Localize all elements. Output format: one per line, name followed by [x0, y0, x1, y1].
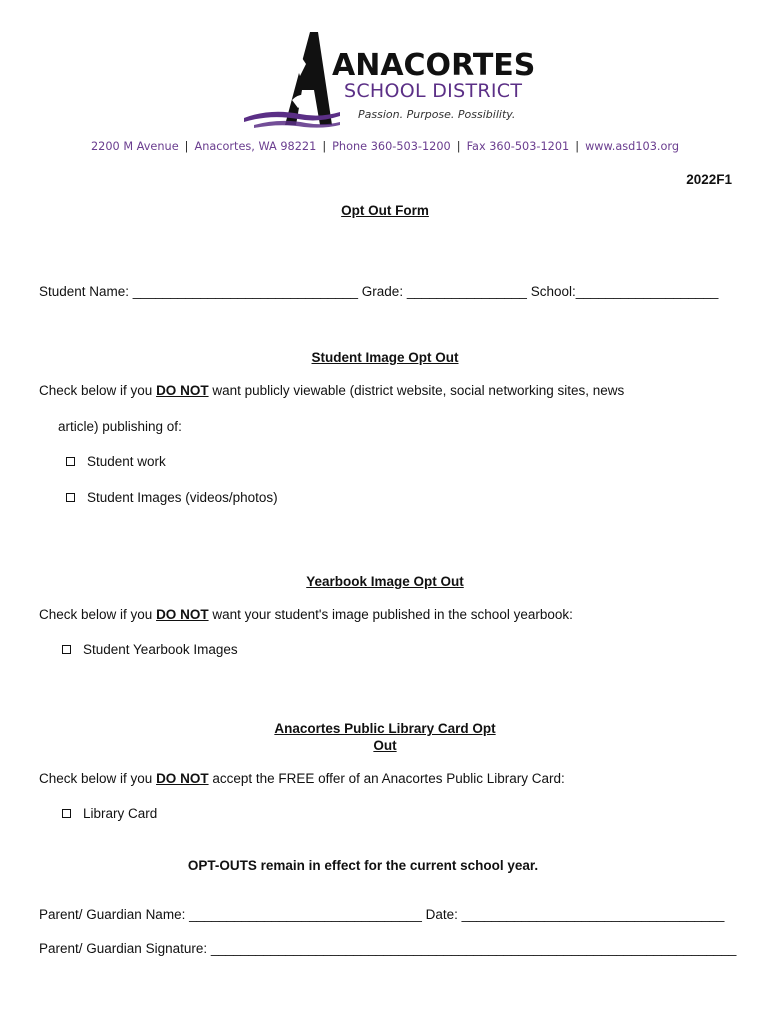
checkbox-icon[interactable] — [62, 809, 71, 818]
library-section-instruction — [39, 771, 565, 786]
address-city: Anacortes, WA 98221 — [194, 140, 317, 153]
instruction-emph: DO NOT — [156, 607, 209, 622]
logo-subtitle: SCHOOL DISTRICT — [344, 80, 523, 102]
option-label: Student work — [87, 454, 166, 469]
checkbox-icon[interactable] — [66, 457, 75, 466]
yearbook-section-title: Yearbook Image Opt Out — [306, 574, 464, 589]
instruction-pre: Check below if you — [39, 383, 157, 398]
instruction-emph: DO NOT — [156, 771, 209, 786]
option-label: Student Yearbook Images — [83, 642, 238, 657]
instruction-pre: Check below if you — [39, 607, 157, 622]
address-separator: | — [456, 140, 461, 153]
checkbox-icon[interactable] — [66, 493, 75, 502]
form-code: 2022F1 — [686, 172, 732, 187]
district-logo — [240, 30, 540, 130]
instruction-post: want publicly viewable (district website, social networking sites, news — [208, 383, 625, 398]
library-section-title-line1: Anacortes Public Library Card Opt — [274, 721, 496, 736]
address-separator: | — [575, 140, 580, 153]
option-student-work[interactable] — [66, 454, 166, 469]
image-section-instruction — [39, 383, 624, 398]
option-library-card[interactable] — [62, 806, 157, 821]
option-label: Library Card — [83, 806, 158, 821]
opt-out-notice: OPT-OUTS remain in effect for the current school year. — [187, 858, 539, 873]
library-section-title-line2: Out — [373, 738, 397, 753]
address-street: 2200 M Avenue — [91, 140, 179, 153]
checkbox-icon[interactable] — [62, 645, 71, 654]
address-separator: | — [322, 140, 327, 153]
image-section-instruction-cont: article) publishing of: — [58, 419, 182, 434]
logo-name: ANACORTES — [332, 48, 536, 83]
address-line — [0, 140, 770, 153]
option-student-images[interactable] — [66, 490, 278, 505]
option-yearbook-images[interactable] — [62, 642, 238, 657]
instruction-post: want your student's image published in the school yearbook: — [208, 607, 573, 622]
image-section-title: Student Image Opt Out — [311, 350, 459, 365]
student-info-line: Student Name: ______________________________ Grade: ________________ School:___________________ — [39, 284, 719, 299]
instruction-post: accept the FREE offer of an Anacortes Public Library Card: — [208, 771, 565, 786]
option-label: Student Images (videos/photos) — [87, 490, 278, 505]
address-phone: Phone 360-503-1200 — [332, 140, 451, 153]
yearbook-section-instruction — [39, 607, 573, 622]
address-separator: | — [184, 140, 189, 153]
address-fax: Fax 360-503-1201 — [466, 140, 570, 153]
logo-tagline: Passion. Purpose. Possibility. — [358, 108, 516, 121]
parent-signature-line: Parent/ Guardian Signature: ______________________________________________________________________ — [39, 941, 737, 956]
parent-name-line: Parent/ Guardian Name: _______________________________ Date: ___________________________________ — [39, 907, 725, 922]
address-website: www.asd103.org — [585, 140, 679, 153]
form-title: Opt Out Form — [341, 203, 429, 218]
instruction-emph: DO NOT — [156, 383, 209, 398]
instruction-pre: Check below if you — [39, 771, 157, 786]
